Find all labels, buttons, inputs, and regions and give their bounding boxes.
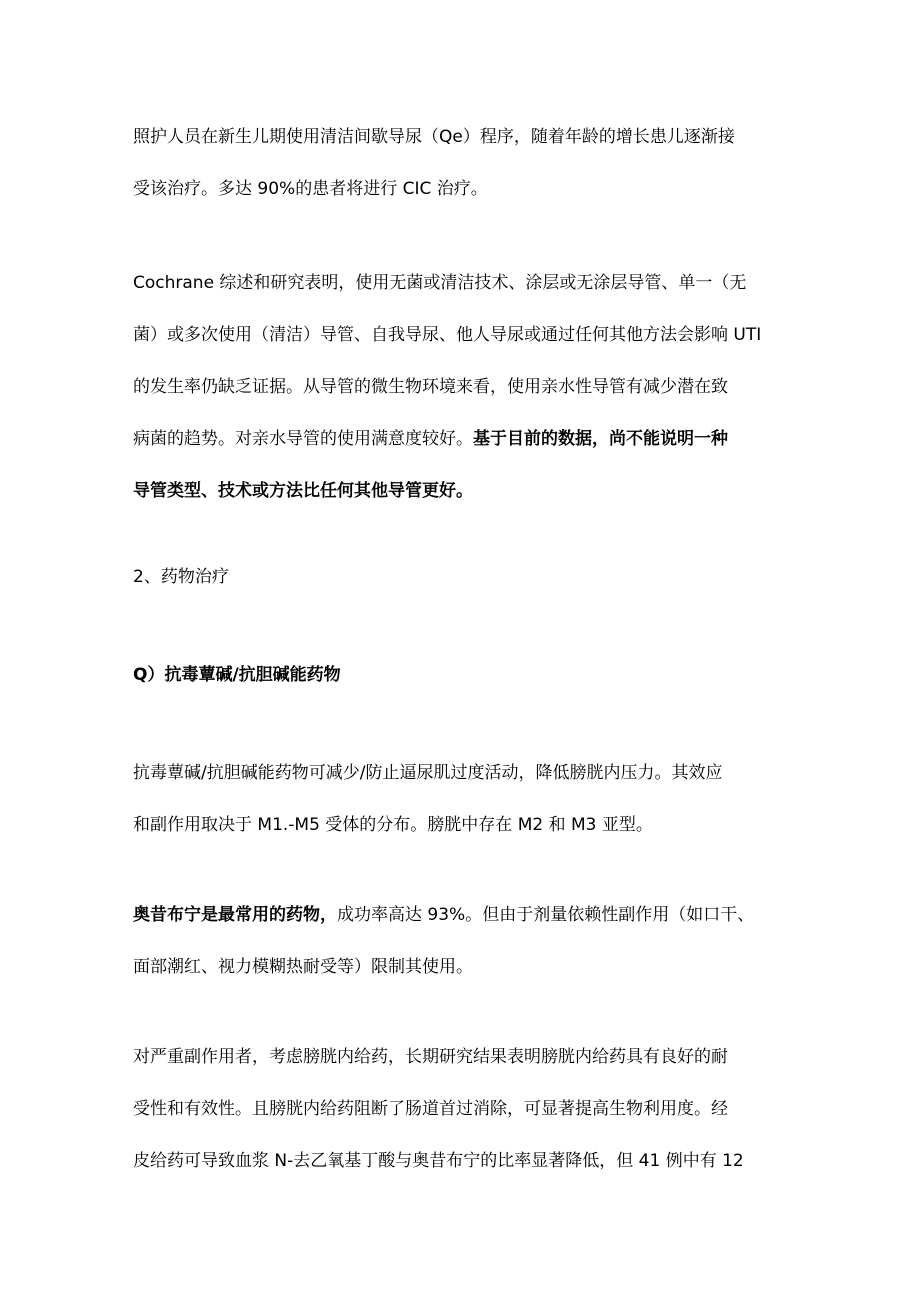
paragraph-intravesical — [133, 1031, 798, 1187]
text-line: Cochrane 综述和研究表明，使用无菌或清洁技术、涂层或无涂层导管、单一（无 — [133, 273, 747, 293]
text-line: 受该治疗。多达 90%的患者将进行 CIC 治疗。 — [133, 179, 488, 199]
text-bold: 奥昔布宁是最常用的药物， — [133, 905, 337, 925]
paragraph-oxybutynin — [133, 889, 798, 993]
subsection-heading: Q）抗毒蕈碱/抗胆碱能药物 — [133, 665, 341, 685]
text-line: 受性和有效性。且膀胱内给药阻断了肠道首过消除，可显著提高生物利用度。经 — [133, 1099, 728, 1119]
text-line: 的发生率仍缺乏证据。从导管的微生物环境来看，使用亲水性导管有减少潜在致 — [133, 377, 728, 397]
text-line: 抗毒蕈碱/抗胆碱能药物可减少/防止逼尿肌过度活动，降低膀胱内压力。其效应 — [133, 763, 723, 783]
text-line: 皮给药可导致血浆 N-去乙氧基丁酸与奥昔布宁的比率显著降低，但 41 例中有 12 — [133, 1151, 744, 1171]
text-line: 菌）或多次使用（清洁）导管、自我导尿、他人导尿或通过任何其他方法会影响 UTI — [133, 325, 762, 345]
text-line — [133, 889, 798, 941]
text-line-bold: 导管类型、技术或方法比任何其他导管更好。 — [133, 481, 473, 501]
text-normal: 成功率高达 93%。但由于剂量依赖性副作用（如口干、 — [337, 905, 755, 925]
text-line: 面部潮红、视力模糊热耐受等）限制其使用。 — [133, 957, 473, 977]
text-bold: 基于目前的数据，尚不能说明一种 — [473, 429, 728, 449]
paragraph-catheter-evidence — [133, 257, 798, 517]
text-line: 和副作用取决于 M1.-M5 受体的分布。膀胱中存在 M2 和 M3 亚型。 — [133, 815, 653, 835]
section-heading: 2、药物治疗 — [133, 567, 229, 587]
text-line: 照护人员在新生儿期使用清洁间歇导尿（Qe）程序，随着年龄的增长患儿逐渐接 — [133, 127, 735, 147]
paragraph-cic — [133, 111, 798, 215]
text-line: 对严重副作用者，考虑膀胱内给药，长期研究结果表明膀胱内给药具有良好的耐 — [133, 1047, 728, 1067]
text-line — [133, 413, 798, 465]
text-normal: 病菌的趋势。对亲水导管的使用满意度较好。 — [133, 429, 473, 449]
paragraph-antimuscarinic — [133, 747, 798, 851]
